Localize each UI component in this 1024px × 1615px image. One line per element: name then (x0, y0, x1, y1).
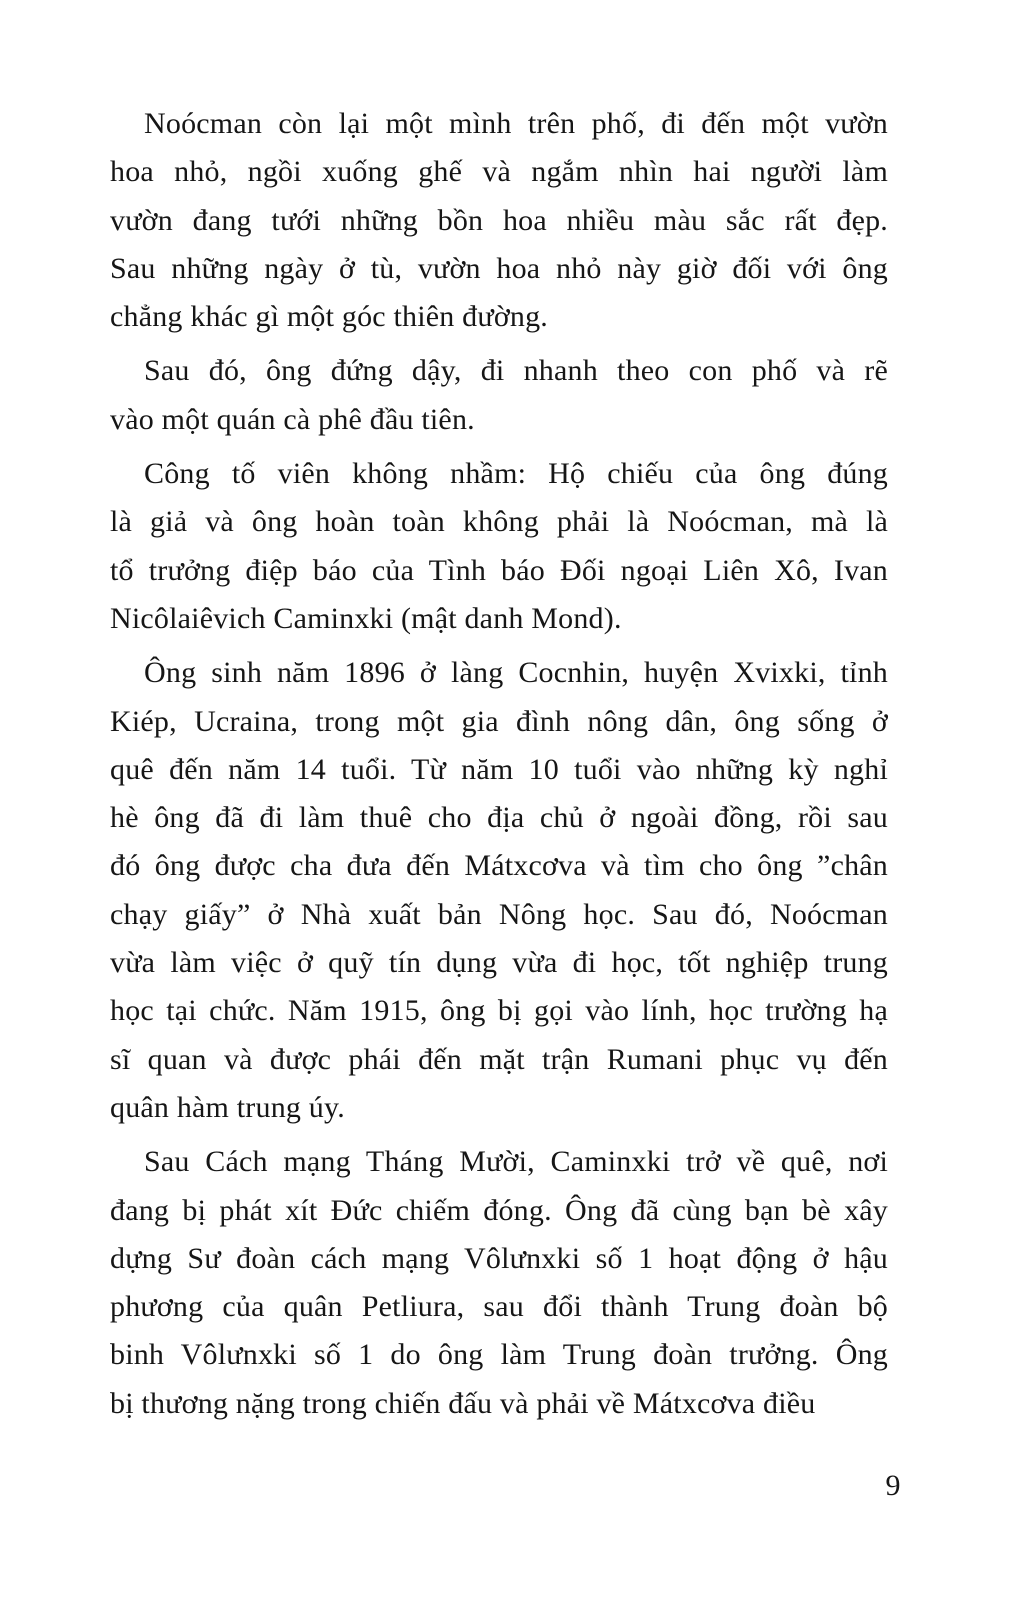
paragraph (110, 100, 888, 341)
paragraph (110, 347, 888, 444)
text-line: quân hàm trung úy. (110, 1090, 345, 1124)
text-line: Nicôlaiêvich Caminxki (mật danh Mond). (110, 601, 622, 635)
text-line: Công tố viên không nhầm: Hộ chiếu của ông đúng (144, 457, 888, 491)
text-line: bị thương nặng trong chiến đấu và phải về Mátxcơva điều (110, 1386, 816, 1420)
text-line: chạy giấy” ở Nhà xuất bản Nông học. Sau đó, Noócman (110, 897, 888, 931)
paragraph (110, 649, 888, 1132)
text-line: học tại chức. Năm 1915, ông bị gọi vào lính, học trường hạ (110, 994, 888, 1028)
text-line: phương của quân Petliura, sau đổi thành Trung đoàn bộ (110, 1290, 888, 1324)
text-line: hè ông đã đi làm thuê cho địa chủ ở ngoài đồng, rồi sau (110, 801, 888, 835)
text-line: là giả và ông hoàn toàn không phải là Noócman, mà là (110, 505, 888, 539)
text-line: Ông sinh năm 1896 ở làng Cocnhin, huyện Xvixki, tỉnh (144, 656, 888, 690)
text-line: vào một quán cà phê đầu tiên. (110, 402, 475, 436)
text-line: tổ trưởng điệp báo của Tình báo Đối ngoại Liên Xô, Ivan (110, 553, 888, 587)
text-line: Sau Cách mạng Tháng Mười, Caminxki trở về quê, nơi (144, 1145, 888, 1179)
page-number: 9 (885, 1469, 901, 1502)
text-line: vừa làm việc ở quỹ tín dụng vừa đi học, tốt nghiệp trung (110, 946, 888, 980)
paragraph (110, 450, 888, 643)
text-line: Sau những ngày ở tù, vườn hoa nhỏ này giờ đối với ông (110, 251, 888, 285)
text-line: dựng Sư đoàn cách mạng Vôlưnxki số 1 hoạt động ở hậu (110, 1241, 888, 1275)
text-line: đang bị phát xít Đức chiếm đóng. Ông đã cùng bạn bè xây (110, 1193, 888, 1227)
text-line: Sau đó, ông đứng dậy, đi nhanh theo con phố và rẽ (144, 354, 888, 388)
text-line: Noócman còn lại một mình trên phố, đi đến một vườn (144, 107, 888, 140)
text-block (110, 100, 888, 1434)
text-line: quê đến năm 14 tuổi. Từ năm 10 tuổi vào những kỳ nghỉ (110, 752, 888, 786)
text-line: chẳng khác gì một góc thiên đường. (110, 300, 548, 334)
text-line: Kiép, Ucraina, trong một gia đình nông dân, ông sống ở (110, 704, 888, 738)
paragraph (110, 1138, 888, 1428)
text-line: đó ông được cha đưa đến Mátxcơva và tìm cho ông ”chân (110, 849, 888, 883)
text-line: sĩ quan và được phái đến mặt trận Rumani phục vụ đến (110, 1042, 888, 1076)
text-line: hoa nhỏ, ngồi xuống ghế và ngắm nhìn hai người làm (110, 155, 888, 189)
text-line: binh Vôlưnxki số 1 do ông làm Trung đoàn trưởng. Ông (110, 1338, 888, 1372)
text-line: vườn đang tưới những bồn hoa nhiều màu sắc rất đẹp. (110, 203, 888, 237)
